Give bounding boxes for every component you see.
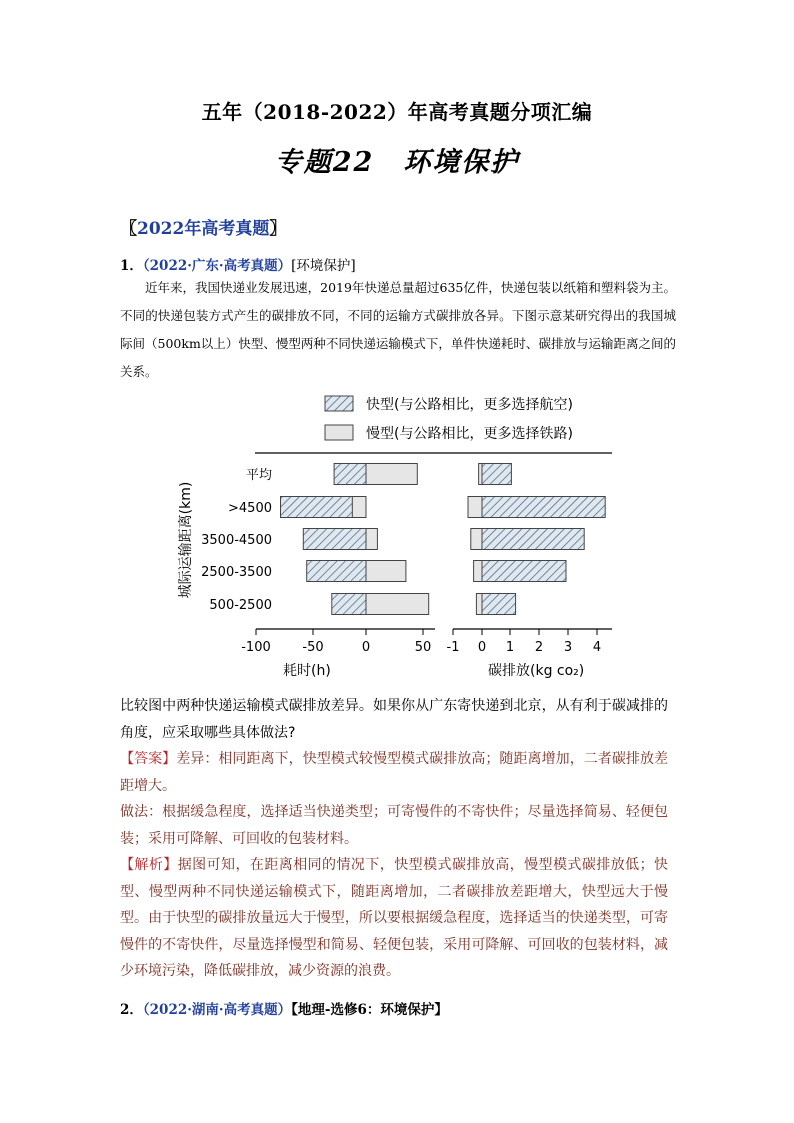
legend-slow-label: 慢型(与公路相比，更多选择铁路) [366, 426, 573, 442]
x-axis-label-carbon: 碳排放(kg co₂) [488, 663, 585, 679]
x-tick-label: 3 [563, 640, 573, 655]
category-label: >4500 [228, 501, 272, 516]
carbon-panel [447, 464, 612, 656]
question-1-number: 1． [120, 258, 143, 274]
bar-slow [479, 464, 482, 485]
analysis-block [120, 852, 668, 985]
analysis-label: 【解析】 [120, 857, 178, 873]
x-axis-label-time: 耗时(h) [283, 663, 331, 679]
question-1-stem-text: 近年来，我国快递业发展迅速，2019年快递总量超过635亿件，快递包装以纸箱和塑料袋为主。不同的快递包装方式产生的碳排放不同，不同的运输方式碳排放各异。下图示意某研究得出的我国城际间（500km以上）快型、慢型两种不同快递运输模式下，单件快递耗时、碳排放与运输距离之间的关系。 [120, 280, 676, 379]
x-tick-label: 50 [414, 640, 432, 655]
category-label: 2500-3500 [201, 565, 272, 580]
bar-fast [482, 497, 605, 518]
bar-slow [476, 594, 482, 615]
bar-fast [303, 529, 366, 550]
answer-block [120, 746, 668, 799]
question-1-header [120, 254, 356, 274]
question-1-prompt: 比较图中两种快递运输模式碳排放差异。如果你从广东寄快递到北京，从有利于碳减排的角度，应采取哪些具体做法? [120, 698, 668, 741]
x-tick-label: 2 [534, 640, 544, 655]
chart-legend [325, 396, 573, 442]
topic-title: 专题22 环境保护 [274, 147, 520, 178]
legend-slow-swatch [325, 425, 353, 440]
category-label: 3500-4500 [201, 533, 272, 548]
bar-slow [366, 529, 377, 550]
express-chart [170, 388, 630, 688]
bar-slow [366, 464, 417, 485]
bar-fast [332, 594, 366, 615]
answer-difference: 差异：相同距离下，快型模式较慢型模式碳排放高；随距离增加，二者碳排放差距增大。 [120, 751, 669, 794]
answer-label: 【答案】 [120, 751, 177, 767]
legend-fast-label: 快型(与公路相比，更多选择航空) [366, 397, 573, 413]
category-labels [201, 468, 272, 613]
bar-slow [352, 497, 366, 518]
section-heading [120, 214, 286, 239]
question-2-header [120, 998, 448, 1018]
bar-slow [474, 561, 482, 582]
question-1-source: （2022·广东·高考真题） [142, 258, 292, 274]
question-1-topic: [环境保护] [291, 258, 356, 274]
x-tick-label: 0 [361, 640, 371, 655]
x-tick-label: -1 [446, 640, 460, 655]
y-axis-label: 城际运输距离(km) [178, 481, 194, 599]
document-title: 五年（2018-2022）年高考真题分项汇编 [201, 100, 593, 124]
legend-fast-swatch [325, 396, 353, 411]
question-2-source: （2022·湖南·高考真题） [142, 1002, 292, 1018]
section-close-bracket: 〗 [269, 219, 287, 239]
question-1-content [120, 693, 668, 985]
x-tick-label: 4 [592, 640, 602, 655]
question-2-number: 2． [120, 1002, 143, 1018]
question-2-topic: 【地理-选修6：环境保护】 [291, 1002, 448, 1018]
x-tick-label: -50 [302, 640, 324, 655]
bar-fast [482, 594, 516, 615]
bar-fast [482, 529, 584, 550]
section-heading-text: 2022年高考真题 [137, 219, 270, 239]
bar-slow [471, 529, 482, 550]
bar-fast [482, 561, 566, 582]
bar-slow [468, 497, 482, 518]
x-tick-label: 1 [505, 640, 515, 655]
bar-fast [307, 561, 366, 582]
section-open-bracket: 〖 [120, 219, 137, 239]
question-1-stem [120, 274, 676, 386]
time-panel [241, 464, 435, 656]
bar-slow [366, 561, 406, 582]
bar-fast [334, 464, 366, 485]
x-tick-label: 0 [477, 640, 487, 655]
bar-slow [366, 594, 429, 615]
bar-fast [482, 464, 511, 485]
x-tick-label: -100 [241, 640, 271, 655]
analysis-text: 据图可知，在距离相同的情况下，快型模式碳排放高，慢型模式碳排放低；快型、慢型两种不同快递运输模式下，随距离增加，二者碳排放差距增大，快型远大于慢型。由于快型的碳排放量远大于慢型，所以要根据缓急程度，选择适当的快递类型，可寄慢件的不寄快件，尽量选择慢型和简易、轻便包装，采用可降解、可回收的包装材料，减少环境污染，降低碳排放，减少资源的浪费。 [120, 857, 669, 979]
category-label: 500-2500 [209, 598, 272, 613]
category-label: 平均 [245, 468, 272, 483]
answer-method: 做法：根据缓急程度，选择适当快递类型；可寄慢件的不寄快件；尽量选择简易、轻便包装；采用可降解、可回收的包装材料。 [120, 804, 668, 847]
